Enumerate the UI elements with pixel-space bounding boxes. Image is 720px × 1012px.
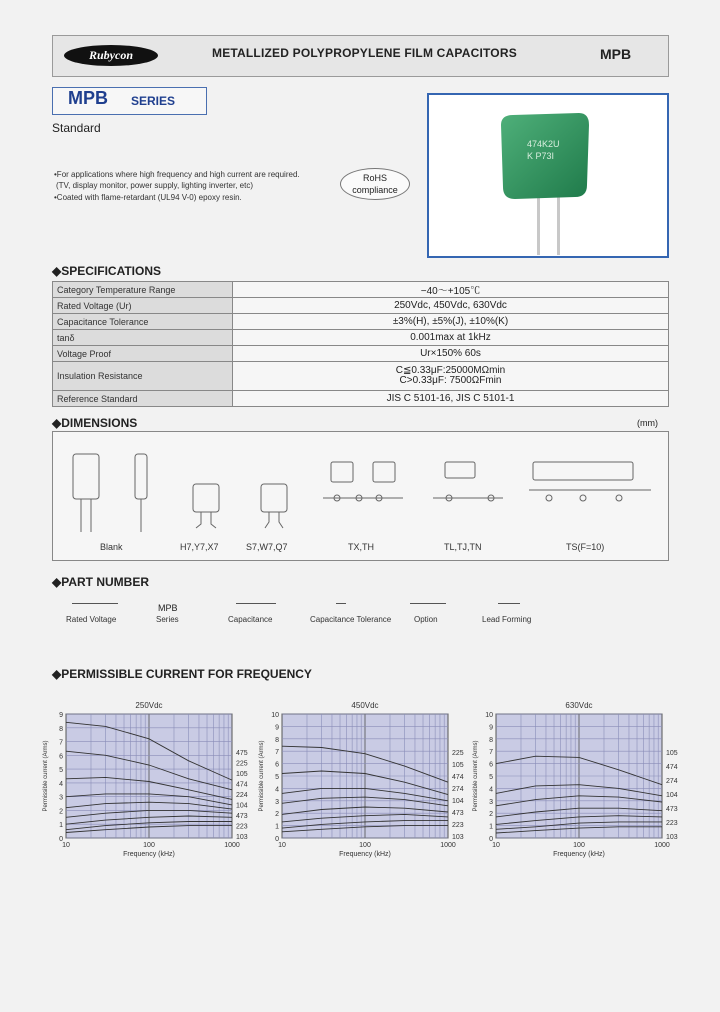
specifications-table — [52, 281, 669, 407]
feature-note-3: •Coated with flame-retardant (UL94 V-0) epoxy resin. — [54, 193, 242, 202]
series-label: 224 — [236, 792, 248, 799]
series-label: 473 — [452, 810, 464, 817]
rohs-line2: compliance — [352, 185, 398, 195]
y-tick-label: 8 — [489, 736, 493, 744]
y-tick-label: 7 — [275, 749, 279, 757]
y-tick-label: 4 — [275, 786, 279, 794]
part-option-field — [410, 603, 446, 604]
part-label-lead-forming: Lead Forming — [482, 615, 532, 624]
series-label: 474 — [236, 781, 248, 789]
spec-key: Capacitance Tolerance — [53, 314, 233, 330]
spec-key: Insulation Resistance — [53, 362, 233, 391]
y-tick-label: 1 — [59, 822, 63, 830]
series-label: 103 — [236, 834, 248, 841]
chart-svg-250vdc — [38, 700, 268, 862]
table-row — [53, 298, 669, 314]
x-tick-label: 100 — [573, 842, 585, 849]
part-tolerance-field — [336, 603, 346, 604]
series-label: 105 — [452, 762, 464, 769]
series-subtitle: Standard — [52, 121, 101, 135]
y-tick-label: 9 — [275, 724, 279, 732]
spec-value: 250Vdc, 450Vdc, 630Vdc — [233, 298, 669, 314]
x-axis-label: Frequency (kHz) — [553, 851, 605, 858]
y-tick-label: 7 — [489, 749, 493, 757]
part-label-capacitance: Capacitance — [228, 615, 273, 624]
dimensions-heading: ◆DIMENSIONS — [52, 416, 138, 430]
y-tick-label: 3 — [59, 794, 63, 802]
series-label: 223 — [236, 823, 248, 831]
permissible-current-heading: ◆PERMISSIBLE CURRENT FOR FREQUENCY — [52, 667, 312, 681]
y-tick-label: 0 — [59, 836, 63, 843]
table-row — [53, 362, 669, 391]
series-label: 104 — [452, 798, 464, 805]
series-name: MPB — [68, 88, 108, 108]
rohs-line1: RoHS — [362, 173, 387, 183]
table-row — [53, 330, 669, 346]
series-label: 104 — [666, 792, 678, 799]
part-capacitance-field — [236, 603, 276, 604]
y-tick-label: 7 — [59, 739, 63, 747]
x-axis-label: Frequency (kHz) — [123, 851, 175, 858]
x-tick-label: 1000 — [440, 842, 456, 849]
feature-note-2: (TV, display monitor, power supply, lighting inverter, etc) — [56, 181, 253, 190]
y-tick-label: 4 — [59, 780, 63, 788]
product-photo — [427, 93, 669, 258]
chart-250vdc — [38, 700, 268, 862]
dim-label-blank: Blank — [100, 542, 123, 552]
dim-label-s7: S7,W7,Q7 — [246, 542, 288, 552]
y-tick-label: 0 — [275, 836, 279, 843]
y-tick-label: 9 — [59, 712, 63, 719]
chart-title: 250Vdc — [135, 701, 163, 710]
spec-value: C≦0.33μF:25000MΩmin — [395, 365, 506, 376]
chart-630vdc — [468, 700, 698, 862]
series-label: 474 — [452, 774, 464, 781]
series-label: 475 — [236, 750, 248, 757]
y-tick-label: 6 — [489, 761, 493, 769]
x-tick-label: 1000 — [224, 842, 240, 849]
lead-right — [557, 195, 560, 255]
spec-value: Ur×150% 60s — [233, 346, 669, 362]
chart-svg-630vdc — [468, 700, 698, 862]
series-label: 274 — [666, 778, 678, 785]
series-label: 473 — [236, 813, 248, 820]
part-label-option: Option — [414, 615, 438, 624]
series-label: 103 — [666, 834, 678, 841]
y-tick-label: 6 — [275, 761, 279, 769]
y-tick-label: 2 — [275, 811, 279, 819]
specifications-heading: ◆SPECIFICATIONS — [52, 264, 162, 278]
y-tick-label: 4 — [489, 786, 493, 794]
spec-value: 0.001max at 1kHz — [233, 330, 669, 346]
capacitor-marking-2: K P73I — [527, 151, 555, 161]
rubycon-logo: Rubycon — [64, 45, 158, 66]
chart-450vdc — [254, 700, 484, 862]
document-title: METALLIZED POLYPROPYLENE FILM CAPACITORS — [212, 46, 517, 60]
series-label: 225 — [452, 750, 464, 757]
part-label-rated-voltage: Rated Voltage — [66, 615, 117, 624]
y-tick-label: 5 — [489, 774, 493, 781]
spec-value-cell — [233, 362, 669, 391]
series-label: 474 — [666, 764, 678, 771]
x-tick-label: 10 — [62, 842, 70, 849]
y-tick-label: 1 — [489, 823, 493, 831]
table-row — [53, 282, 669, 298]
y-tick-label: 3 — [275, 798, 279, 806]
capacitor-illustration — [429, 95, 667, 256]
spec-value: −40～+105℃ — [233, 282, 669, 298]
capacitor-marking-1: 474K2U — [527, 139, 560, 149]
spec-key: Rated Voltage (Ur) — [53, 298, 233, 314]
x-axis-label: Frequency (kHz) — [339, 851, 391, 858]
series-label: 104 — [236, 802, 248, 810]
dim-label-h7: H7,Y7,X7 — [180, 542, 219, 552]
dim-label-tx: TX,TH — [348, 542, 374, 552]
y-tick-label: 10 — [271, 712, 279, 719]
y-tick-label: 2 — [489, 811, 493, 819]
dimension-drawings — [53, 432, 668, 560]
y-tick-label: 9 — [489, 724, 493, 732]
part-label-tolerance: Capacitance Tolerance — [310, 615, 392, 624]
series-label: 103 — [452, 834, 464, 841]
y-tick-label: 5 — [59, 767, 63, 775]
dim-label-ts: TS(F=10) — [566, 542, 605, 552]
y-tick-label: 6 — [59, 753, 63, 761]
spec-key: Category Temperature Range — [53, 282, 233, 298]
part-number-heading: ◆PART NUMBER — [52, 575, 150, 589]
series-label: 105 — [666, 750, 678, 757]
chart-title: 450Vdc — [351, 701, 379, 710]
chart-title: 630Vdc — [565, 701, 593, 710]
table-row — [53, 391, 669, 407]
rohs-badge — [340, 168, 410, 200]
table-row — [53, 346, 669, 362]
y-tick-label: 8 — [275, 736, 279, 744]
series-label: 225 — [236, 760, 248, 768]
x-tick-label: 10 — [278, 842, 286, 849]
x-tick-label: 100 — [143, 842, 155, 849]
spec-key: tanδ — [53, 330, 233, 346]
spec-value: ±3%(H), ±5%(J), ±10%(K) — [233, 314, 669, 330]
spec-value: JIS C 5101-16, JIS C 5101-1 — [233, 391, 669, 407]
part-lead-field — [498, 603, 520, 604]
y-tick-label: 5 — [275, 774, 279, 781]
y-tick-label: 1 — [275, 823, 279, 831]
part-rated-voltage-field — [72, 603, 118, 604]
y-tick-label: 10 — [485, 712, 493, 719]
spec-value: C>0.33μF: 7500ΩFmin — [399, 375, 502, 386]
spec-key: Reference Standard — [53, 391, 233, 407]
part-series-code: MPB — [158, 603, 178, 613]
x-tick-label: 1000 — [654, 842, 670, 849]
series-label: 274 — [452, 786, 464, 793]
y-axis-label: Permissible current (Arms) — [473, 740, 479, 812]
lead-left — [537, 195, 540, 255]
series-code: MPB — [600, 46, 632, 62]
y-tick-label: 3 — [489, 798, 493, 806]
y-axis-label: Permissible current (Arms) — [43, 740, 49, 812]
x-tick-label: 10 — [492, 842, 500, 849]
y-tick-label: 2 — [59, 808, 63, 816]
x-tick-label: 100 — [359, 842, 371, 849]
series-word: SERIES — [131, 94, 176, 108]
y-tick-label: 8 — [59, 725, 63, 733]
dim-label-tl: TL,TJ,TN — [444, 542, 482, 552]
table-row — [53, 314, 669, 330]
feature-note-1: •For applications where high frequency and high current are required. — [54, 170, 300, 179]
series-label: 223 — [666, 820, 678, 827]
y-axis-label: Permissible current (Arms) — [259, 740, 265, 812]
series-label: 105 — [236, 771, 248, 778]
part-label-series: Series — [156, 615, 179, 624]
y-tick-label: 0 — [489, 836, 493, 843]
series-label: 223 — [452, 822, 464, 829]
dimensions-unit: (mm) — [637, 418, 658, 428]
chart-svg-450vdc — [254, 700, 484, 862]
spec-key: Voltage Proof — [53, 346, 233, 362]
series-label: 473 — [666, 806, 678, 813]
